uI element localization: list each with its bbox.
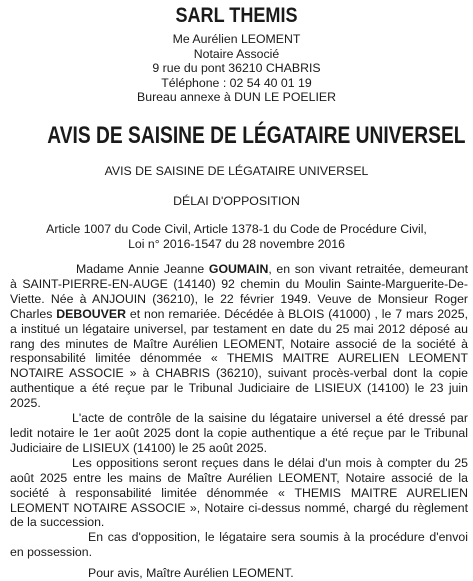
notary-phone: Téléphone : 02 54 40 01 19 xyxy=(161,75,312,90)
paragraph-signature: Pour avis, Maître Aurélien LEOMENT. xyxy=(88,566,294,581)
notary-annex-office: Bureau annexe à DUN LE POELIER xyxy=(137,90,336,105)
paragraph-possession: En cas d'opposition, le légataire sera soumis à la procédure d'envoi en possession. xyxy=(10,530,468,560)
company-name: SARL THEMIS xyxy=(175,4,298,27)
notary-street: 9 rue du pont 36210 CHABRIS xyxy=(152,61,321,76)
notary-name: Me Aurélien LEOMENT xyxy=(172,32,301,46)
paragraph-testament xyxy=(10,262,468,411)
spouse-surname: DEBOUVER xyxy=(56,306,126,321)
notice-subtitle: AVIS DE SAISINE DE LÉGATAIRE UNIVERSEL xyxy=(104,164,369,178)
legal-reference-line: Loi n° 2016-1547 du 28 novembre 2016 xyxy=(128,237,345,251)
notice-body xyxy=(10,262,468,581)
deceased-surname: GOUMAIN xyxy=(208,262,269,276)
notary-address-block xyxy=(0,32,473,105)
paragraph-text: , en son vivant retraitée, demeurant à SAINT-PIERRE-EN-AUGE (14140) 92 chemin du Moulin Sainte-Marguerite-De-Viette. Née à ANJOUIN (36210), le 22 février 1949. Veuve de Monsieur Roger Charles xyxy=(10,262,468,321)
legal-reference-line: Article 1007 du Code Civil, Article 1378-1 du Code de Procédure Civil, xyxy=(46,222,427,236)
legal-references xyxy=(0,222,473,252)
paragraph-text: Madame Annie Jeanne xyxy=(76,262,209,276)
notice-headline: AVIS DE SAISINE DE LÉGATAIRE UNIVERSEL xyxy=(47,122,466,149)
paragraph-oppositions: Les oppositions seront reçues dans le délai d'un mois à compter du 25 août 2025 entre les mains de Maître Aurélien LEOMENT, Notaire associé de la société à responsabilité limitée dénommée « THEMIS MAITRE AURELIEN LEOMENT NOTAIRE ASSOCIE », Notaire ci-dessus nommé, chargé du règlement de la succession. xyxy=(10,455,468,530)
notary-role: Notaire Associé xyxy=(193,46,280,61)
paragraph-text: et non remariée. Décédée à BLOIS (41000) , le 7 mars 2025, a institué un légataire universel, par testament en date du 25 mai 2012 déposé au rang des minutes de Maître Aurélien LEOMENT, Notaire associé de la société à responsabilité limitée dénommée « THEMIS MAITRE AURELIEN LEOMENT NOTAIRE ASSOCIE » à CHABRIS (36210), suivant procès-verbal dont la copie authentique a été reçue par le Tribunal Judiciaire de LISIEUX (14100) le 23 juin 2025. xyxy=(10,306,468,411)
paragraph-control-act: L'acte de contrôle de la saisine du légataire universel a été dressé par ledit notaire le 1er août 2025 dont la copie authentique a été reçue par le Tribunal Judiciaire de LISIEUX (14100) le 25 août 2025. xyxy=(10,411,468,455)
opposition-heading: DÉLAI D'OPPOSITION xyxy=(173,194,300,208)
